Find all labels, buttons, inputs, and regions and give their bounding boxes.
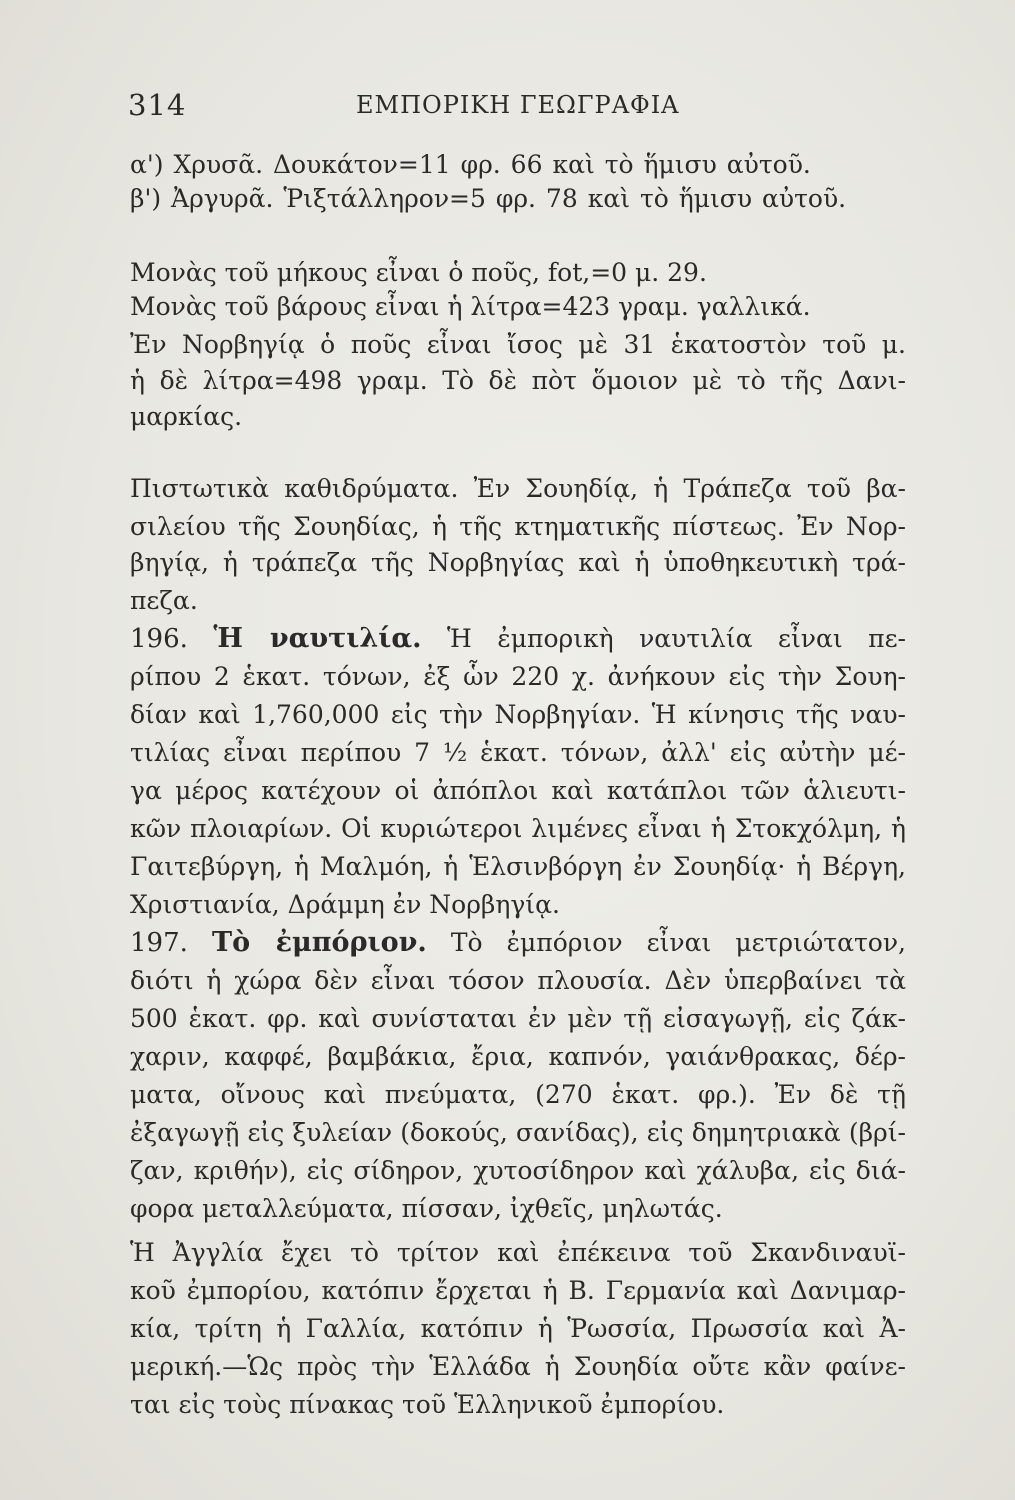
section-number: 196.: [130, 624, 188, 654]
page-number: 314: [128, 88, 187, 122]
section-text: Τὸ ἐμπόριον εἶναι μετριώτατον,: [450, 928, 906, 957]
text-line: ται εἰς τοὺς πίνακας τοῦ Ἑλληνικοῦ ἐμπορίου.: [130, 1390, 725, 1419]
text-line: πεζα.: [130, 586, 198, 615]
text-line: φορα μεταλλεύματα, πίσσαν, ἰχθεῖς, μηλωτάς.: [130, 1194, 723, 1223]
text-line: ματα, οἴνους καὶ πνεύματα, (270 ἑκατ. φρ.). Ἐν δὲ τῇ: [130, 1080, 906, 1109]
text-line: Ἐν Νορβηγίᾳ ὁ ποῦς εἶναι ἴσος μὲ 31 ἑκατοστὸν τοῦ μ.: [130, 330, 906, 359]
text-line: γα μέρος κατέχουν οἱ ἀπόπλοι καὶ κατάπλοι τῶν ἁλιευτι-: [130, 776, 906, 805]
text-line: Πιστωτικὰ καθιδρύματα. Ἐν Σουηδίᾳ, ἡ Τράπεζα τοῦ βα-: [130, 474, 906, 503]
page-header: [128, 88, 918, 128]
text-line: σιλείου τῆς Σουηδίας, ἡ τῆς κτηματικῆς πίστεως. Ἐν Νορ-: [130, 512, 906, 541]
text-line: κῶν πλοιαρίων. Οἱ κυριώτεροι λιμένες εἶναι ἡ Στοκχόλμη, ἡ: [130, 814, 906, 843]
text-line: ἐξαγωγῇ εἰς ξυλείαν (δοκούς, σανίδας), εἰς δημητριακὰ (βρί-: [130, 1118, 906, 1147]
text-line: διότι ἡ χώρα δὲν εἶναι τόσον πλουσία. Δὲν ὑπερβαίνει τὰ: [130, 966, 906, 995]
text-line: Γαιτεβύργη, ἡ Μαλμόη, ἡ Ἑλσινβόργη ἐν Σουηδίᾳ· ἡ Βέργη,: [130, 852, 906, 881]
text-line: 500 ἑκατ. φρ. καὶ συνίσταται ἐν μὲν τῇ εἰσαγωγῇ, εἰς ζάκ-: [130, 1004, 906, 1033]
section-number: 197.: [130, 928, 188, 958]
section-text: Ἡ ἐμπορικὴ ναυτιλία εἶναι πε-: [447, 624, 906, 653]
section-heading: Ἡ ναυτιλία.: [213, 623, 422, 654]
text-line: χαριν, καφφέ, βαμβάκια, ἔρια, καπνόν, γαιάνθρακας, δέρ-: [130, 1042, 906, 1071]
text-line: Χριστιανία, Δράμμη ἐν Νορβηγίᾳ.: [130, 890, 560, 919]
text-line: Μονὰς τοῦ μήκους εἶναι ὁ ποῦς, fot,=0 μ. 29.: [130, 258, 707, 287]
text-line: ζαν, κριθήν), εἰς σίδηρον, χυτοσίδηρον καὶ χάλυβα, εἰς διά-: [130, 1156, 906, 1185]
text-line: κία, τρίτη ἡ Γαλλία, κατόπιν ἡ Ῥωσσία, Πρωσσία καὶ Ἀ-: [130, 1314, 906, 1343]
text-line: μαρκίας.: [130, 402, 243, 431]
text-line: δίαν καὶ 1,760,000 εἰς τὴν Νορβηγίαν. Ἡ κίνησις τῆς ναυ-: [130, 700, 906, 729]
text-line: β') Ἀργυρᾶ. Ῥιξτάλληρον=5 φρ. 78 καὶ τὸ ἥμισυ αὐτοῦ.: [130, 184, 847, 213]
text-line: βηγίᾳ, ἡ τράπεζα τῆς Νορβηγίας καὶ ἡ ὑποθηκευτικὴ τρά-: [130, 548, 906, 577]
text-line: μερική.—Ὡς πρὸς τὴν Ἑλλάδα ἡ Σουηδία οὔτε κἂν φαίνε-: [130, 1352, 906, 1381]
text-line: ρίπου 2 ἑκατ. τόνων, ἐξ ὧν 220 χ. ἀνήκουν εἰς τὴν Σουη-: [130, 662, 906, 691]
text-line: ἡ δὲ λίτρα=498 γραμ. Τὸ δὲ πὸτ ὅμοιον μὲ τὸ τῆς Δανι-: [130, 366, 906, 395]
text-line: Ἡ Ἀγγλία ἔχει τὸ τρίτον καὶ ἐπέκεινα τοῦ Σκανδιναυϊ-: [130, 1238, 906, 1267]
text-line: Μονὰς τοῦ βάρους εἶναι ἡ λίτρα=423 γραμ. γαλλικά.: [130, 292, 811, 321]
text-line: α') Χρυσᾶ. Δουκάτον=11 φρ. 66 καὶ τὸ ἥμισυ αὐτοῦ.: [130, 150, 811, 179]
text-line: τιλίας εἶναι περίπου 7 ½ ἑκατ. τόνων, ἀλλ' εἰς αὐτὴν μέ-: [130, 738, 906, 767]
running-title: ΕΜΠΟΡΙΚΗ ΓΕΩΓΡΑΦΙΑ: [356, 91, 680, 119]
text-line: κοῦ ἐμπορίου, κατόπιν ἔρχεται ἡ Β. Γερμανία καὶ Δανιμαρ-: [130, 1276, 906, 1305]
section-197-first-line: [130, 926, 906, 960]
section-heading: Τὸ ἐμπόριον.: [211, 927, 427, 958]
section-196-first-line: [130, 622, 906, 656]
